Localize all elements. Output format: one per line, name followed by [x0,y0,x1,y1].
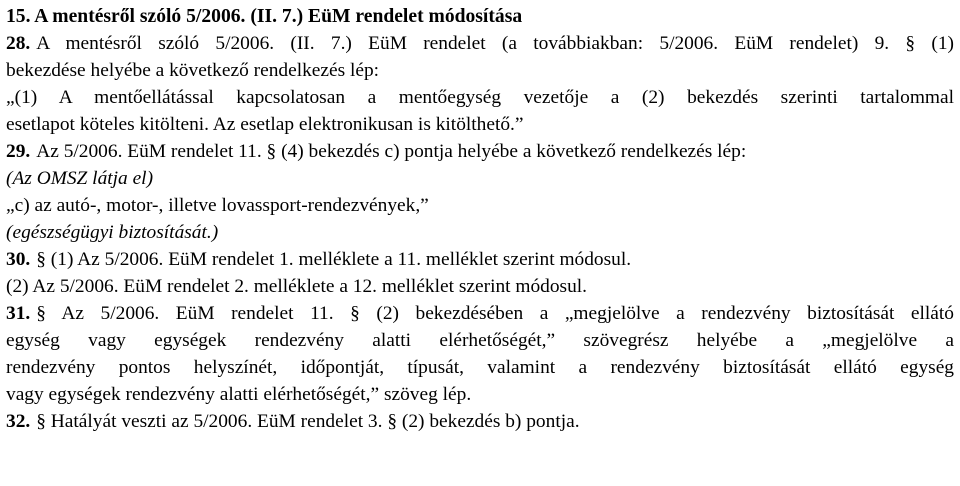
paragraph-number: 30. [6,249,31,270]
paragraph-text: § (1) Az 5/2006. EüM rendelet 1. melléklete a 11. melléklet szerint módosul. [36,249,632,270]
paragraph-29-context-2: (egészségügyi biztosítását.) [6,222,219,243]
paragraph-text: Az 5/2006. EüM rendelet 11. § (4) bekezdés c) pontja helyébe a következő rendelkezés lép: [36,141,747,162]
paragraph-31-line-3: rendezvény pontos helyszínét, időpontját, típusát, valamint a rendezvény biztosítását ellátó egység [6,357,954,378]
paragraph-number: 29. [6,141,31,162]
paragraph-31-line-2: egység vagy egységek rendezvény alatti elérhetőségét,” szövegrész helyébe a „megjelölve a [6,330,954,351]
paragraph-28-quote-line-2: esetlapot köteles kitölteni. Az esetlap elektronikusan is kitölthető.” [6,114,524,135]
paragraph-number: 31. [6,303,31,324]
paragraph-29-context-1: (Az OMSZ látja el) [6,168,154,189]
paragraph-28-line-1 [6,30,954,57]
paragraph-30-line-2: (2) Az 5/2006. EüM rendelet 2. melléklete a 12. melléklet szerint módosul. [6,276,588,297]
paragraph-28-quote-line-1: „(1) A mentőellátással kapcsolatosan a mentőegység vezetője a (2) bekezdés szerinti tartalommal [6,87,954,108]
paragraph-31-line-1 [6,300,954,327]
paragraph-number: 28. [6,33,31,54]
paragraph-30-line-1 [6,246,960,273]
paragraph-29-line-1 [6,138,960,165]
paragraph-number: 32. [6,411,31,432]
paragraph-text: § Hatályát veszti az 5/2006. EüM rendelet 3. § (2) bekezdés b) pontja. [36,411,580,432]
paragraph-text: § Az 5/2006. EüM rendelet 11. § (2) bekezdésében a „megjelölve a rendezvény biztosítását ellátó [36,303,954,324]
paragraph-28-line-2: bekezdése helyébe a következő rendelkezés lép: [6,60,380,81]
paragraph-text: A mentésről szóló 5/2006. (II. 7.) EüM rendelet (a továbbiakban: 5/2006. EüM rendelet) 9. § (1) [36,33,954,54]
section-heading: 15. A mentésről szóló 5/2006. (II. 7.) EüM rendelet módosítása [6,6,523,27]
paragraph-31-line-4: vagy egységek rendezvény alatti elérhetőségét,” szöveg lép. [6,384,472,405]
paragraph-32-line-1 [6,408,960,435]
paragraph-29-quote: „c) az autó-, motor-, illetve lovassport-rendezvények,” [6,195,429,216]
